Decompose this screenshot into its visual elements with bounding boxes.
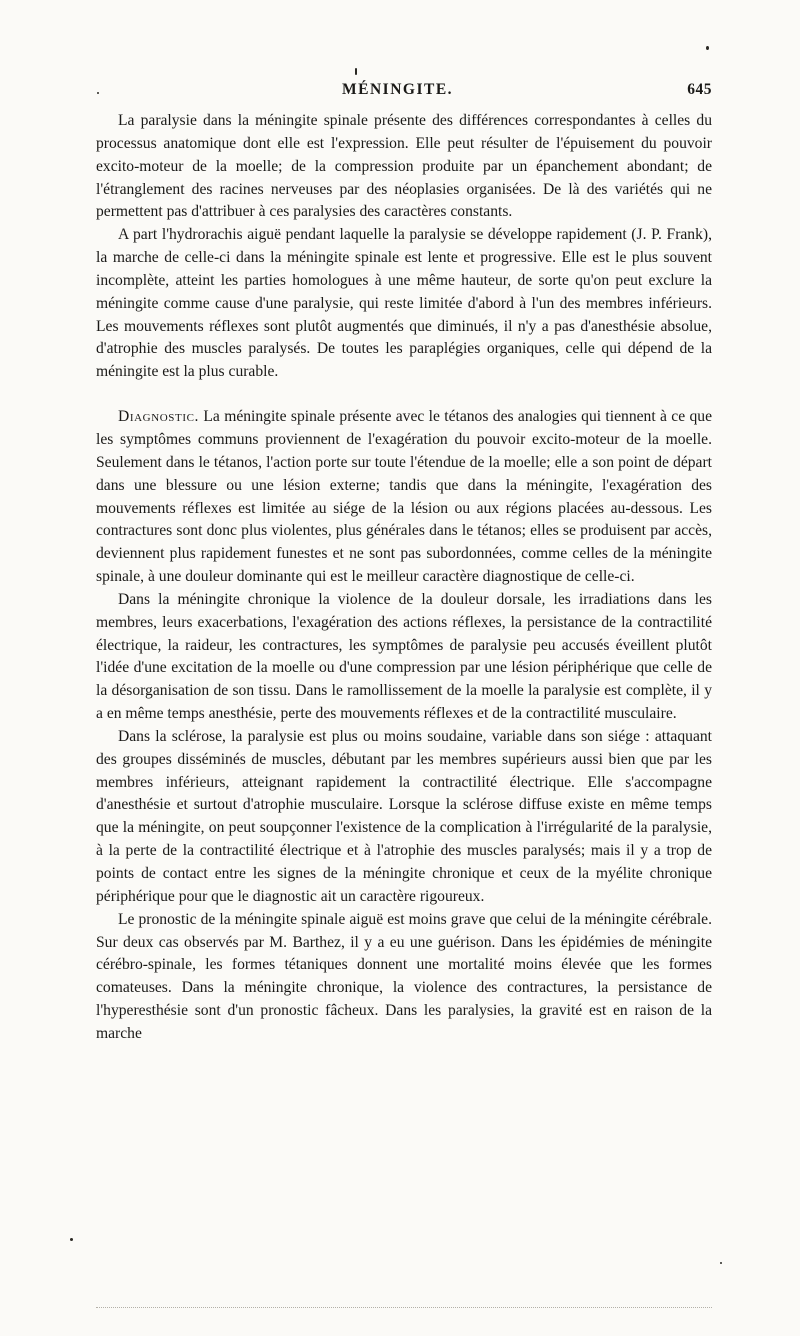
paragraph [96,589,712,726]
running-title: MÉNINGITE. [342,81,454,98]
paragraph-text: Dans la sclérose, la paralysie est plus ou moins soudaine, variable dans son siége : attaquant des groupes disséminés de muscles, débutant par les membres supérieurs aussi bien que par les membres inférieurs, atteignant rapidement la contractilité électrique. Elle s'accompagne d'anesthésie et surtout d'atrophie musculaire. Lorsque la sclérose diffuse existe en même temps que la méningite, on peut soupçonner l'existence de la complication à l'irrégularité de la paralysie, à la perte de la contractilité électrique et à l'atrophie des muscles paralysés; mais il y a trop de points de contact entre les signes de la méningite chronique et ceux de la myélite chronique périphérique pour que le diagnostic ait un caractère rigoureux. [96,727,712,905]
paragraph-text: A part l'hydrorachis aiguë pendant laquelle la paralysie se développe rapidement (J. P. Frank), la marche de celle-ci dans la méningite spinale est lente et progressive. Elle est le plus souvent incomplète, atteint les parties homologues à une même hauteur, de sorte qu'on peut exclure la méningite comme cause d'une paralysie, qui reste limitée d'abord à l'un des membres inférieurs. Les mouvements réflexes sont plutôt augmentés que diminués, il n'y a pas d'anesthésie absolue, d'atrophie des muscles paralysés. De toutes les paraplégies organiques, celle qui dépend de la méningite est la plus curable. [96,226,712,381]
page-number: 645 [687,81,712,98]
paragraph-text: La paralysie dans la méningite spinale présente des différences correspondantes à celles du processus anatomique dont elle est l'expression. Elle peut résulter de l'épuisement du pouvoir excito-moteur de la moelle; de la compression produite par un épanchement abondant; de l'étranglement des racines nerveuses par des néoplasies organisées. De là des variétés qui ne permettent pas d'attribuer à ces paralysies des caractères constants. [96,112,712,221]
paragraph [96,224,712,384]
footer-dotted-rule [96,1307,712,1308]
paragraph-text: Dans la méningite chronique la violence de la douleur dorsale, les irradiations dans les membres, leurs exacerbations, l'exagération des actions réflexes, la persistance de la contractilité électrique, la raideur, les contractures, les symptômes de paralysie peu accusés éveillent plutôt l'idée d'une excitation de la moelle ou d'une compression par une lésion périphérique que celle de la désorganisation de son tissu. Dans le ramollissement de la moelle la paralysie est complète, il y a en même temps anesthésie, perte des mouvements réflexes et de la contractilité musculaire. [96,590,712,723]
paragraph [96,726,712,909]
paragraph-text: La méningite spinale présente avec le tétanos des analogies qui tiennent à ce que les symptômes communs proviennent de l'exagération du pouvoir excito-moteur de la moelle. Seulement dans le tétanos, l'action porte sur toute l'étendue de la moelle; elle a son point de départ dans une blessure ou une lésion externe; tandis que dans la méningite, l'exagération des mouvements réflexes est limitée au siége de la lésion ou aux régions placées au-dessous. Les contractures sont donc plus violentes, plus générales dans le tétanos; elles se produisent par accès, deviennent plus rapidement funestes et ne sont pas subordonnées, comme celles de la méningite spinale, à une douleur dominante qui est le meilleur caractère diagnostique de celle-ci. [96,408,712,586]
scan-speck [706,46,709,50]
body-text [96,110,712,1046]
page-header [98,81,712,105]
paragraph-text: Le pronostic de la méningite spinale aiguë est moins grave que celui de la méningite cérébrale. Sur deux cas observés par M. Barthez, il y a eu une guérison. Dans les épidémies de méningite cérébro-spinale, les formes tétaniques donnent une mortalité moins élevée que les formes comateuses. Dans la méningite chronique, la violence des contractures, la persistance de l'hyperesthésie sont d'un pronostic fâcheux. Dans les paralysies, la gravité est en raison de la marche [96,910,712,1042]
paragraph-diagnostic [96,406,712,589]
paragraph [96,110,712,224]
scan-speck [97,92,99,94]
paragraph [96,909,712,1046]
scan-speck [720,1262,722,1264]
scan-speck [70,1238,73,1241]
section-label: Diagnostic. [118,408,200,426]
scan-speck [355,68,357,75]
